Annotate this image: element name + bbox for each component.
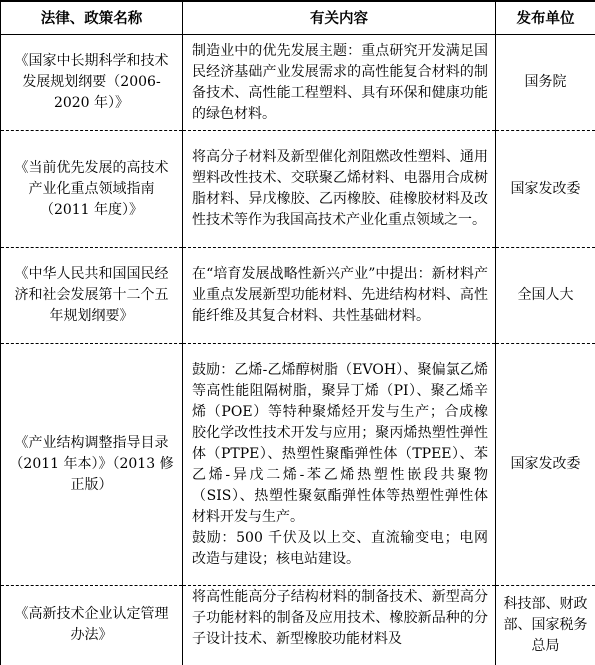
content-paragraph: 鼓励：500 千伏及以上交、直流输变电；电网改造与建设；核电站建设。 <box>192 528 488 570</box>
policy-name: 《中华人民共和国国民经济和社会发展第十二个五年规划纲要》 <box>1 248 183 344</box>
content-paragraph: 将高性能高分子结构材料的制备技术、新型高分子功能材料的制备及应用技术、橡胶新品种的分子设计技术、新型橡胶功能材料及 <box>192 587 488 650</box>
content-paragraph: 在“培育发展战略性新兴产业”中提出：新材料产业重点发展新型功能材料、先进结构材料、高性能纤维及其复合材料、共性基础材料。 <box>192 264 488 327</box>
policy-name: 《国家中长期科学和技术发展规划纲要（2006-2020 年）》 <box>1 35 183 131</box>
policy-content <box>183 248 496 344</box>
content-paragraph: 鼓励：乙烯-乙烯醇树脂（EVOH）、聚偏氯乙烯等高性能阻隔树脂，聚异丁烯（PI）、聚乙烯辛烯（POE）等特种聚烯烃开发与生产；合成橡胶化学改性技术开发与应用；聚丙烯热塑性弹性体（PTPE）、热塑性聚酯弹性体（TPEE）、苯乙烯-异戊二烯-苯乙烯热塑性嵌段共聚物（SIS）、热塑性聚氨酯弹性体等热塑性弹性体材料开发与生产。 <box>192 360 488 528</box>
policy-content <box>183 344 496 586</box>
policy-name: 《产业结构调整指导目录（2011 年本）》（2013 修正版） <box>1 344 183 586</box>
policy-content <box>183 131 496 248</box>
policy-issuer: 国务院 <box>496 35 595 131</box>
table-row <box>1 131 595 248</box>
header-policy-name: 法律、政策名称 <box>1 1 183 35</box>
policy-issuer: 全国人大 <box>496 248 595 344</box>
header-issuer: 发布单位 <box>496 1 595 35</box>
header-content: 有关内容 <box>183 1 496 35</box>
policy-name: 《高新技术企业认定管理办法》 <box>1 586 183 665</box>
content-paragraph: 制造业中的优先发展主题：重点研究开发满足国民经济基础产业发展需求的高性能复合材料的制备技术、高性能工程塑料、具有环保和健康功能的绿色材料。 <box>192 41 488 125</box>
table-row <box>1 248 595 344</box>
policy-issuer: 国家发改委 <box>496 131 595 248</box>
table-row <box>1 35 595 131</box>
table-row <box>1 344 595 586</box>
policy-issuer: 国家发改委 <box>496 344 595 586</box>
policy-content <box>183 35 496 131</box>
policy-content <box>183 586 496 665</box>
policy-name: 《当前优先发展的高技术产业化重点领域指南（2011 年度）》 <box>1 131 183 248</box>
header-row <box>1 1 595 35</box>
table-row <box>1 586 595 665</box>
content-paragraph: 将高分子材料及新型催化剂阻燃改性塑料、通用塑料改性技术、交联聚乙烯材料、电器用合成树脂材料、异戊橡胶、乙丙橡胶、硅橡胶材料及改性技术等作为我国高技术产业化重点领域之一。 <box>192 147 488 231</box>
policy-issuer: 科技部、财政部、国家税务总局 <box>496 586 595 665</box>
